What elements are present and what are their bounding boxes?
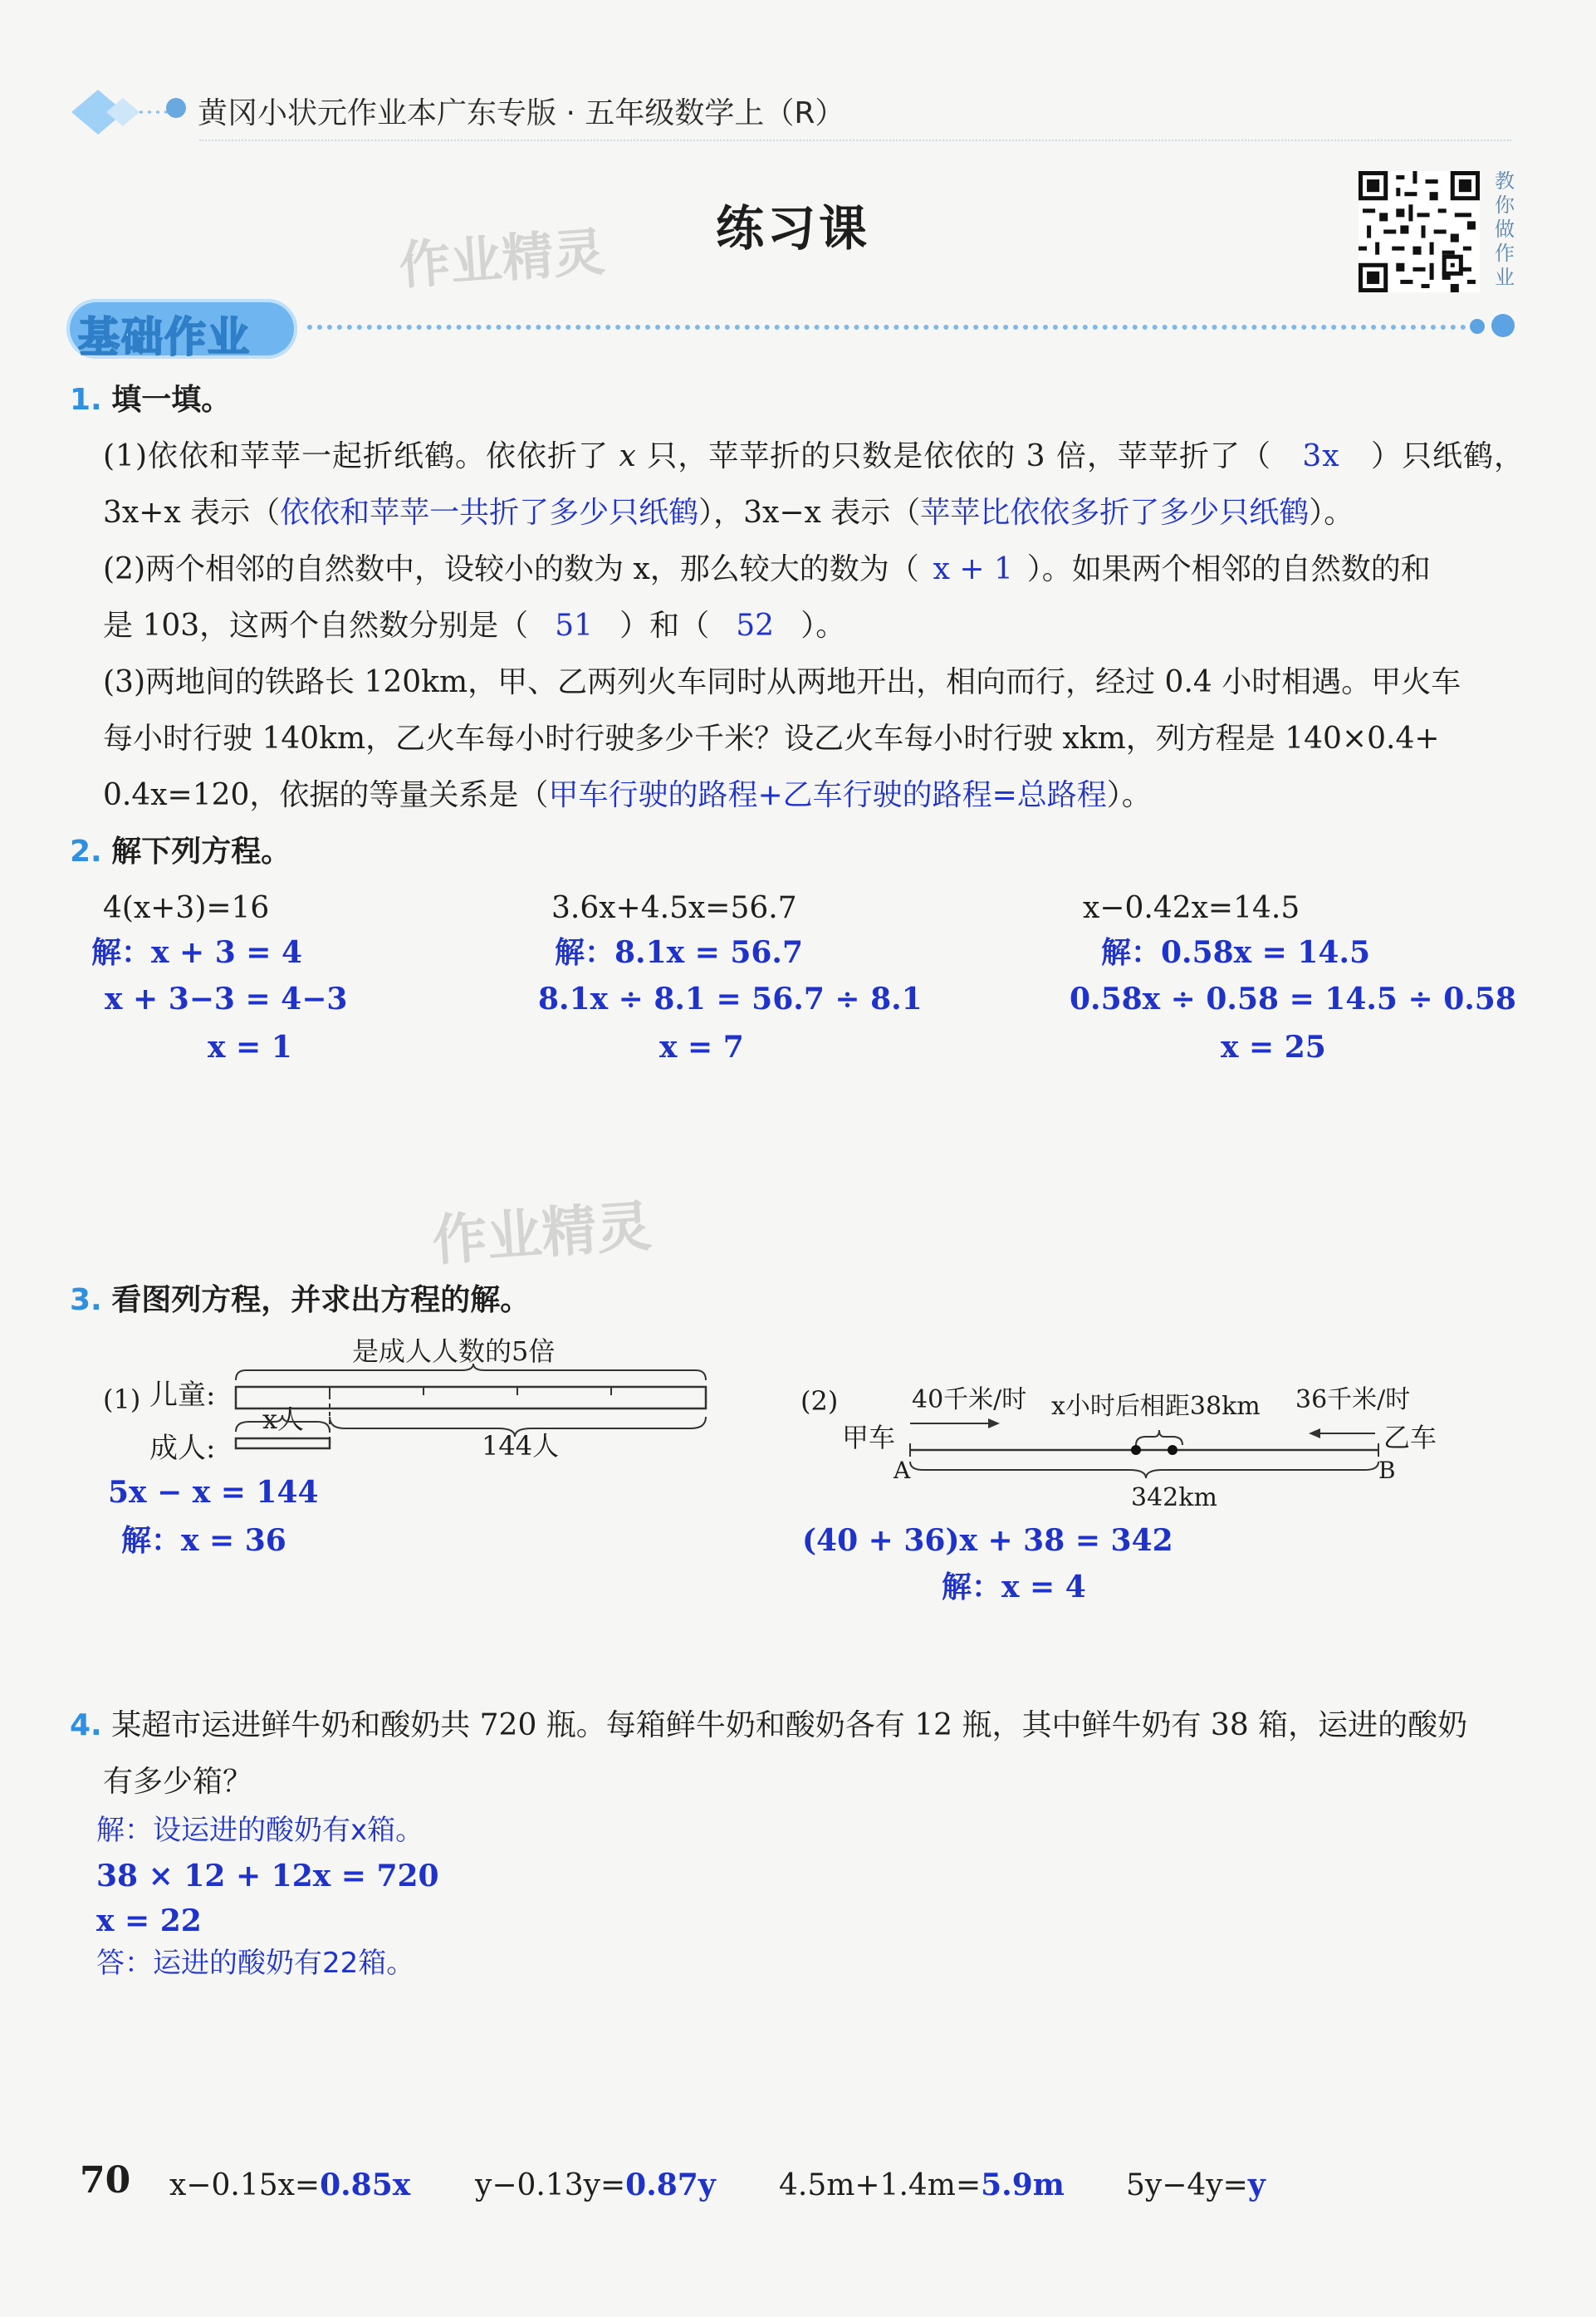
watermark-top: 作业精灵 <box>397 221 607 296</box>
q4-answer1: 解：设运进的酸奶有x箱。 <box>96 1814 424 1847</box>
qr-side-text: 教 你 做 作 业 <box>1495 169 1515 289</box>
q3-d1-diff-label: 144人 <box>482 1430 560 1462</box>
section-end-dot <box>1491 314 1515 337</box>
qr-code <box>1359 171 1480 296</box>
q2-eq2: 3.6x+4.5x=56.7 <box>551 891 797 925</box>
watermark-middle: 作业精灵 <box>430 1193 654 1274</box>
q3-d2-speed-a: 40千米/时 <box>912 1385 1027 1414</box>
header-dot-icon <box>166 98 186 118</box>
q3-d2-point-b: B <box>1378 1457 1396 1484</box>
q3-d2-total: 342km <box>1131 1483 1217 1512</box>
q1-part2-line1: (2)两个相邻的自然数中，设较小的数为 x，那么较大的数为（ x + 1 ）。如果两个相邻的自然数的和 <box>103 552 1431 586</box>
q2-heading: 2. 解下列方程。 <box>70 835 291 869</box>
section-label: 基础作业 <box>78 313 251 361</box>
section-end-dot-small <box>1470 319 1485 334</box>
q3-d1-answer2: 解：x = 36 <box>121 1523 286 1558</box>
section-dotted-rule <box>307 325 1466 330</box>
q3-d2-label: (2) <box>800 1385 839 1417</box>
q3-d2-car-b: 乙车 <box>1383 1422 1437 1453</box>
q3-d2-answer2: 解：x = 4 <box>942 1570 1086 1604</box>
header-ornament <box>65 83 181 145</box>
page-number: 70 <box>80 2159 131 2202</box>
q3-d2-middle-label: x小时后相距38km <box>1051 1392 1261 1421</box>
q1-heading: 1. 填一填。 <box>70 383 232 417</box>
q2-eq1-step2: x + 3−3 = 4−3 <box>105 982 348 1016</box>
q3-d1-diagram <box>224 1362 722 1470</box>
header-rule <box>199 140 1511 141</box>
q2-eq1: 4(x+3)=16 <box>103 891 270 925</box>
q2-eq1-step3: x = 1 <box>208 1030 292 1065</box>
q2-eq3-step2: 0.58x ÷ 0.58 = 14.5 ÷ 0.58 <box>1070 982 1516 1016</box>
q2-eq3: x−0.42x=14.5 <box>1083 891 1300 925</box>
q1-part2-line2: 是 103，这两个自然数分别是（ 51 ）和（ 52 ）。 <box>103 609 846 643</box>
q2-eq3-step1: 解：0.58x = 14.5 <box>1101 935 1371 970</box>
q3-d2-car-a: 甲车 <box>842 1422 896 1453</box>
header-title: 黄冈小状元作业本广东专版 · 五年级数学上（R） <box>198 96 845 130</box>
q3-d1-adult-label: 成人: <box>149 1432 216 1465</box>
q3-d1-label: (1) <box>103 1384 141 1415</box>
q3-d1-child-label: 儿童: <box>149 1379 216 1412</box>
q4-answer3: x = 22 <box>96 1903 202 1938</box>
q3-d1-x-label: x人 <box>262 1403 305 1435</box>
footer-item-2: y−0.13y=0.87y <box>475 2168 716 2202</box>
q1-part1-line2: 3x+x 表示（依依和苹苹一共折了多少只纸鹤），3x−x 表示（苹苹比依依多折了多少只纸鹤）。 <box>103 496 1354 530</box>
q4-answer2: 38 × 12 + 12x = 720 <box>96 1859 439 1893</box>
q3-heading: 3. 看图列方程，并求出方程的解。 <box>70 1283 531 1317</box>
q3-d1-answer1: 5x − x = 144 <box>108 1475 319 1510</box>
q1-part3-line1: (3)两地间的铁路长 120km，甲、乙两列火车同时从两地开出，相向而行，经过 0.4 小时相遇。甲火车 <box>103 665 1461 699</box>
q1-part3-line3: 0.4x=120，依据的等量关系是（甲车行驶的路程+乙车行驶的路程=总路程）。 <box>103 778 1152 812</box>
q3-d2-speed-b: 36千米/时 <box>1295 1385 1411 1414</box>
footer-item-4: 5y−4y=y <box>1126 2168 1266 2202</box>
q2-eq3-step3: x = 25 <box>1221 1030 1326 1065</box>
footer-item-1: x−0.15x=0.85x <box>169 2168 411 2202</box>
q2-eq1-step1: 解：x + 3 = 4 <box>91 935 303 970</box>
q2-eq2-step3: x = 7 <box>659 1030 744 1065</box>
q4-answer4: 答：运进的酸奶有22箱。 <box>96 1947 415 1980</box>
page-title: 练习课 <box>716 200 871 257</box>
footer-item-3: 4.5m+1.4m=5.9m <box>779 2168 1065 2202</box>
q2-eq2-step2: 8.1x ÷ 8.1 = 56.7 ÷ 8.1 <box>538 982 923 1016</box>
q3-d2-answer1: (40 + 36)x + 38 = 342 <box>802 1523 1173 1558</box>
q1-part3-line2: 每小时行驶 140km，乙火车每小时行驶多少千米？设乙火车每小时行驶 xkm，列方程是 140×0.4+ <box>103 722 1440 756</box>
q3-d1-top-label: 是成人人数的5倍 <box>352 1335 556 1367</box>
q4-line1: 4. 某超市运进鲜牛奶和酸奶共 720 瓶。每箱鲜牛奶和酸奶各有 12 瓶，其中鲜牛奶有 38 箱，运进的酸奶 <box>70 1708 1468 1742</box>
q3-d2-point-a: A <box>893 1457 911 1484</box>
q4-line2: 有多少箱？ <box>103 1765 253 1799</box>
q1-part1-line1: (1)依依和苹苹一起折纸鹤。依依折了 x 只，苹苹折的只数是依依的 3 倍，苹苹折了（ 3x ）只纸鹤， <box>103 439 1525 473</box>
q3-d2-diagram <box>905 1412 1387 1495</box>
q2-eq2-step1: 解：8.1x = 56.7 <box>555 935 804 970</box>
